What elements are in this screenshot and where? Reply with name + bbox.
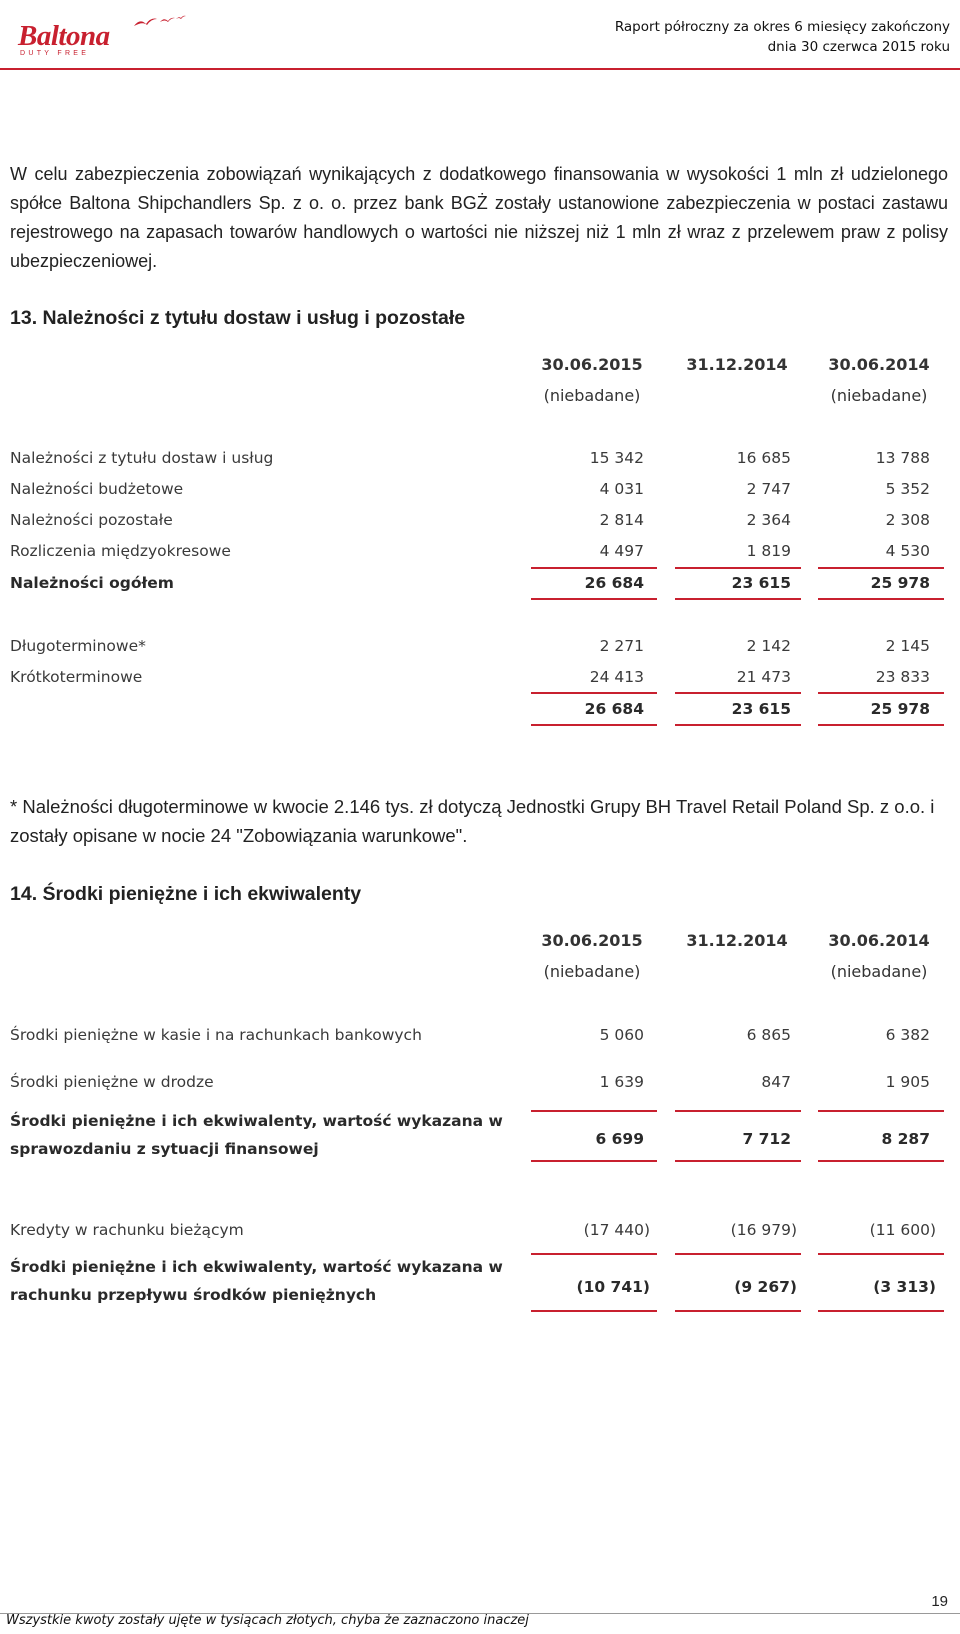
row-label: Środki pieniężne w drodze	[10, 1073, 214, 1091]
total-rule	[818, 1160, 944, 1162]
cell-value: 2 271	[599, 637, 644, 655]
cell-value: 13 788	[875, 449, 930, 467]
row-label: Należności pozostałe	[10, 511, 173, 529]
subtotal-value: 7 712	[742, 1130, 791, 1148]
logo-subtitle: DUTY FREE	[20, 50, 90, 57]
section-14-title: 14. Środki pieniężne i ich ekwiwalenty	[10, 883, 362, 905]
cell-value: 15 342	[589, 449, 644, 467]
col-header-date: 30.06.2015	[541, 355, 643, 374]
page-number: 19	[931, 1593, 948, 1610]
row-label: Należności z tytułu dostaw i usług	[10, 449, 274, 467]
total-row-label: Należności ogółem	[10, 574, 174, 592]
cell-value: 5 352	[885, 480, 930, 498]
row-label: Rozliczenia międzyokresowe	[10, 542, 231, 560]
total-value: 23 615	[731, 700, 791, 718]
cell-value: 2 747	[746, 480, 791, 498]
cell-value: 847	[761, 1073, 791, 1091]
subtotal-label-line1: Środki pieniężne i ich ekwiwalenty, wartość wykazana w	[10, 1112, 503, 1130]
total-rule	[531, 1310, 657, 1312]
cashflow-label-line1: Środki pieniężne i ich ekwiwalenty, wartość wykazana w	[10, 1258, 503, 1276]
col-header-date: 30.06.2014	[828, 355, 930, 374]
cell-value: (16 979)	[730, 1221, 797, 1239]
total-rule	[531, 1160, 657, 1162]
total-value: 25 978	[870, 574, 930, 592]
col-header-note: (niebadane)	[830, 386, 928, 405]
total-rule	[531, 1253, 657, 1255]
col-header-note: (niebadane)	[543, 386, 641, 405]
total-rule	[675, 1253, 801, 1255]
cell-value: 6 382	[885, 1026, 930, 1044]
total-value: 26 684	[584, 700, 644, 718]
footer-note: Wszystkie kwoty zostały ujęte w tysiącach złotych, chyba że zaznaczono inaczej	[6, 1613, 529, 1628]
cell-value: 5 060	[599, 1026, 644, 1044]
subtotal-value: 6 699	[595, 1130, 644, 1148]
subtotal-label-line2: sprawozdaniu z sytuacji finansowej	[10, 1140, 319, 1158]
cell-value: 21 473	[736, 668, 791, 686]
subtotal-value: 8 287	[881, 1130, 930, 1148]
cell-value: 1 819	[746, 542, 791, 560]
cell-value: (11 600)	[869, 1221, 936, 1239]
col-header-note: (niebadane)	[543, 962, 641, 981]
cell-value: 6 865	[746, 1026, 791, 1044]
cashflow-label-line2: rachunku przepływu środków pieniężnych	[10, 1286, 377, 1304]
row-label: Krótkoterminowe	[10, 668, 143, 686]
cell-value: 2 364	[746, 511, 791, 529]
total-rule	[818, 1110, 944, 1112]
cell-value: 24 413	[589, 668, 644, 686]
row-label: Środki pieniężne w kasie i na rachunkach bankowych	[10, 1026, 422, 1044]
cell-value: 1 905	[885, 1073, 930, 1091]
cell-value: 2 308	[885, 511, 930, 529]
cell-value: 2 142	[746, 637, 791, 655]
total-value: 25 978	[870, 700, 930, 718]
cell-value: 4 497	[599, 542, 644, 560]
row-label: Należności budżetowe	[10, 480, 184, 498]
col-header-note: (niebadane)	[830, 962, 928, 981]
col-header-date: 30.06.2015	[541, 931, 643, 950]
report-title-line1: Raport półroczny za okres 6 miesięcy zakończony	[614, 19, 950, 35]
total-rule	[818, 1253, 944, 1255]
total-value: 23 615	[731, 574, 791, 592]
logo-text: Baltona	[18, 20, 110, 52]
total-value: 26 684	[584, 574, 644, 592]
intro-text: W celu zabezpieczenia zobowiązań wynikających z dodatkowego finansowania w wysokości 1 mln zł udzielonego spółce Baltona Shipchandlers Sp. z o. o. przez bank BGŻ zostały ustanowione zabezpieczenia w postaci zastawu rejestrowego na zapasach towarów handlowych o wartości nie niższej niż 1 mln zł wraz z przelewem praw z polisy ubezpieczeniowej.	[10, 164, 948, 271]
cell-value: 2 814	[599, 511, 644, 529]
cashflow-value: (3 313)	[873, 1278, 936, 1296]
cell-value: 4 530	[885, 542, 930, 560]
cell-value: 16 685	[736, 449, 791, 467]
cell-value: 23 833	[875, 668, 930, 686]
cell-value: 2 145	[885, 637, 930, 655]
col-header-date: 30.06.2014	[828, 931, 930, 950]
col-header-date: 31.12.2014	[686, 355, 788, 374]
total-rule	[818, 1310, 944, 1312]
cell-value: (17 440)	[583, 1221, 650, 1239]
total-rule	[531, 1110, 657, 1112]
row-label: Długoterminowe*	[10, 637, 146, 655]
cell-value: 4 031	[599, 480, 644, 498]
total-rule	[675, 1110, 801, 1112]
cashflow-value: (10 741)	[576, 1278, 650, 1296]
cell-value: 1 639	[599, 1073, 644, 1091]
report-title-line2: dnia 30 czerwca 2015 roku	[767, 39, 950, 55]
section-13-title: 13. Należności z tytułu dostaw i usług i pozostałe	[10, 307, 466, 329]
total-rule	[675, 1160, 801, 1162]
receivables-footnote: * Należności długoterminowe w kwocie 2.146 tys. zł dotyczą Jednostki Grupy BH Travel Retail Poland Sp. z o.o. i zostały opisane w nocie 24 "Zobowiązania warunkowe".	[10, 796, 935, 846]
col-header-date: 31.12.2014	[686, 931, 788, 950]
total-rule	[675, 1310, 801, 1312]
cashflow-value: (9 267)	[734, 1278, 797, 1296]
row-label: Kredyty w rachunku bieżącym	[10, 1221, 244, 1239]
